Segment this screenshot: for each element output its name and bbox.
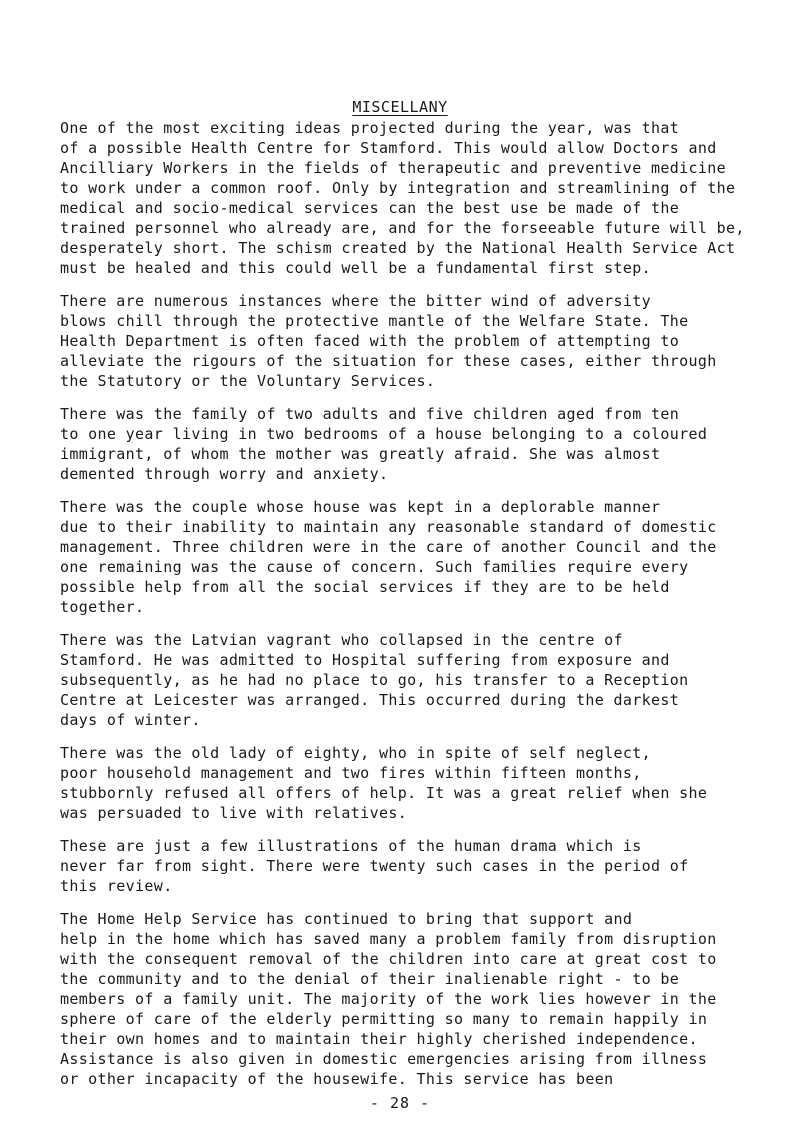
paragraph-couple-case: There was the couple whose house was kept in a deplorable manner due to their inability to maintain any reasonable standard of domestic management. Three children were in the care of another Council and the one remaining was the cause of concern. Such families require every possible help from all the social services if they are to be held together.: [60, 498, 717, 616]
paragraph-family-case: There was the family of two adults and five children aged from ten to one year living in two bedrooms of a house belonging to a coloured immigrant, of whom the mother was greatly afraid. She was almost demented through worry and anxiety.: [60, 405, 708, 483]
paragraph-welfare-state: There are numerous instances where the bitter wind of adversity blows chill through the protective mantle of the Welfare State. The Health Department is often faced with the problem of attempting to alleviate the rigours of the situation for these cases, either through the Statutory or the Voluntary Services.: [60, 292, 717, 390]
document-body: [60, 118, 760, 1102]
section-heading-text: MISCELLANY: [352, 98, 448, 116]
page-number: - 28 -: [369, 1094, 431, 1112]
paragraph-home-help-service: The Home Help Service has continued to bring that support and help in the home which has saved many a problem family from disruption with the consequent removal of the children into care at great cost to the community and to the denial of their inalienable right - to be members of a family unit. The majority of the work lies however in the sphere of care of the elderly permitting so many to remain happily in their own homes and to maintain their highly cherished independence. Assistance is also given in domestic emergencies arising from illness or other incapacity of the housewife. This service has been: [60, 910, 717, 1088]
paragraph-vagrant-case: There was the Latvian vagrant who collapsed in the centre of Stamford. He was admitted to Hospital suffering from exposure and subsequently, as he had no place to go, his transfer to a Reception Centre at Leicester was arranged. This occurred during the darkest days of winter.: [60, 631, 689, 729]
paragraph-health-centre: One of the most exciting ideas projected during the year, was that of a possible Health Centre for Stamford. This would allow Doctors and Ancilliary Workers in the fields of therapeutic and preventive medicine to work under a common roof. Only by integration and streamlining of the medical and socio-medical services can the best use be made of the trained personnel who already are, and for the forseeable future will be, desperately short. The schism created by the National Health Service Act must be healed and this could well be a fundamental first step.: [60, 119, 745, 277]
paragraph-illustrations-summary: These are just a few illustrations of the human drama which is never far from sight. There were twenty such cases in the period of this review.: [60, 837, 689, 895]
paragraph-old-lady-case: There was the old lady of eighty, who in spite of self neglect, poor household management and two fires within fifteen months, stubbornly refused all offers of help. It was a great relief when she was persuaded to live with relatives.: [60, 744, 708, 822]
section-heading: [0, 98, 800, 116]
